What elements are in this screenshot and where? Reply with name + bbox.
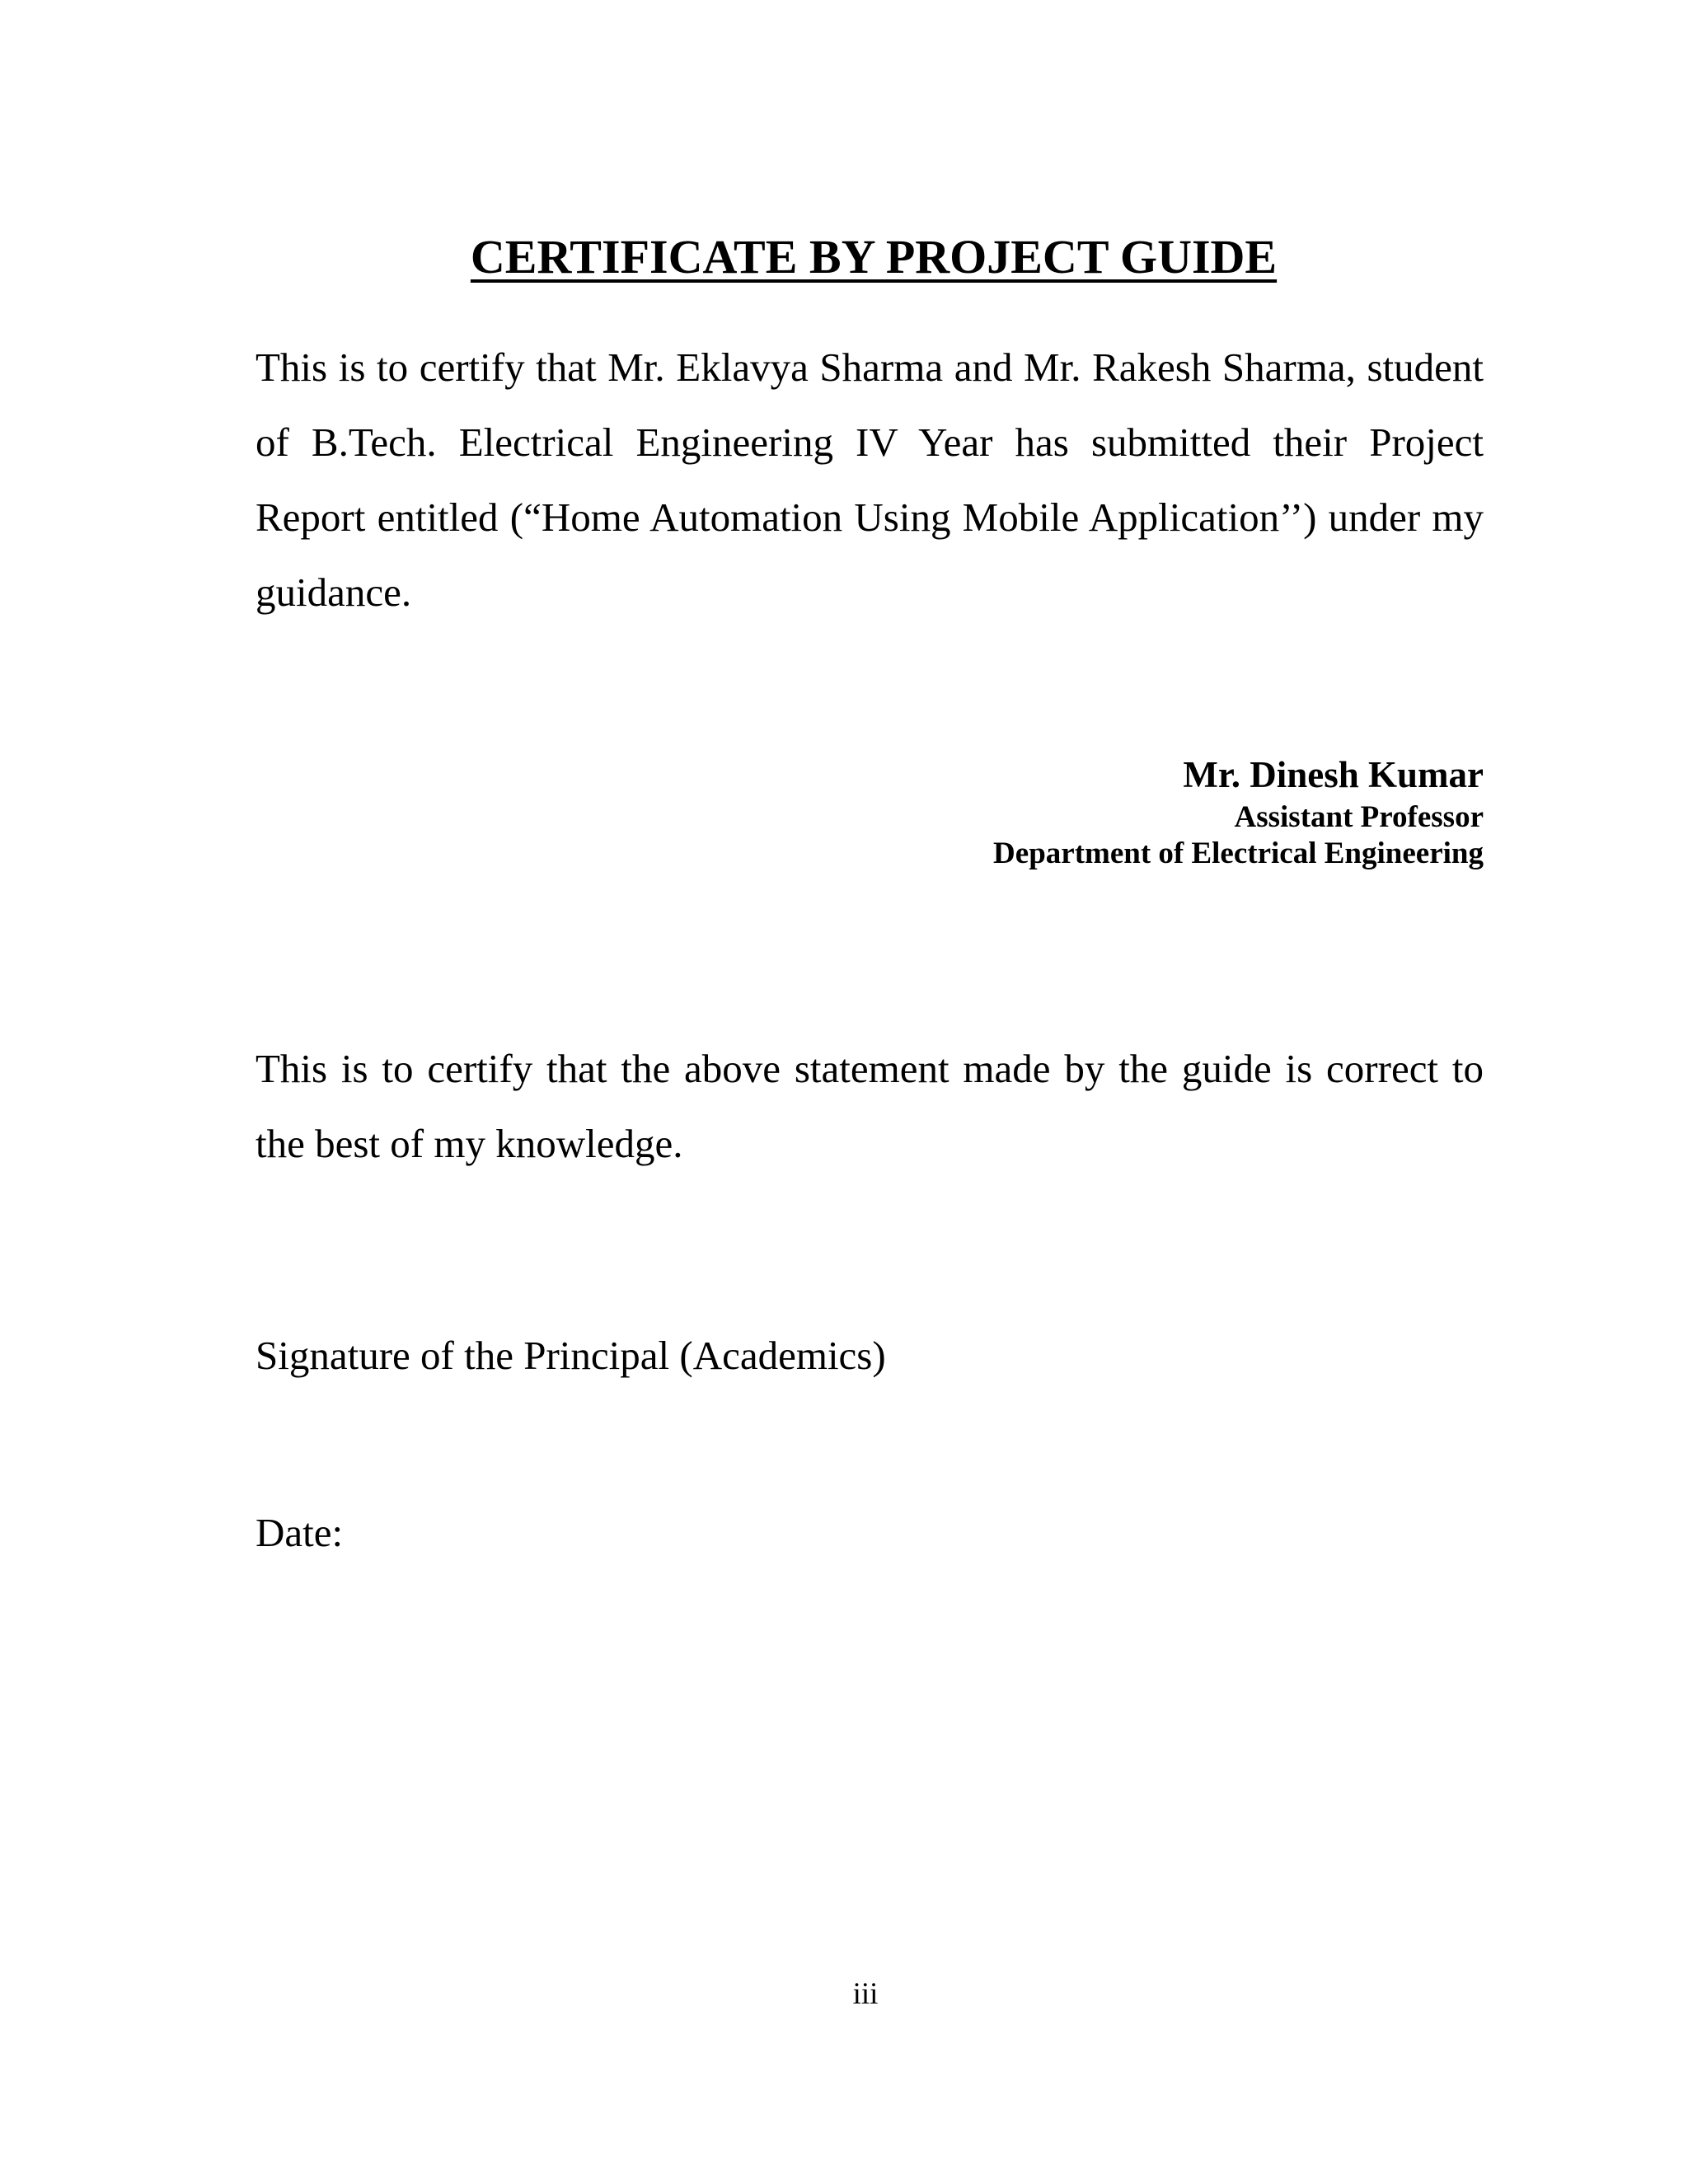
certification-paragraph: This is to certify that Mr. Eklavya Sharma and Mr. Rakesh Sharma, student of B.Tech. Electrical Engineering IV Year has submitted their Project Report entitled (“Home Automation Using Mobile Application’’) under my guidance. <box>256 344 1484 615</box>
guide-designation: Assistant Professor <box>1234 800 1484 834</box>
guide-department: Department of Electrical Engineering <box>993 837 1484 870</box>
date-label: Date: <box>256 1510 344 1555</box>
guide-name: Mr. Dinesh Kumar <box>1183 754 1484 795</box>
principal-signature-label: Signature of the Principal (Academics) <box>256 1333 886 1378</box>
certificate-title: CERTIFICATE BY PROJECT GUIDE <box>470 230 1278 284</box>
page-number: iii <box>852 1977 879 2011</box>
principal-certification-paragraph: This is to certify that the above statement made by the guide is correct to the best of my knowledge. <box>256 1046 1484 1166</box>
guide-signature-block <box>993 750 1484 872</box>
